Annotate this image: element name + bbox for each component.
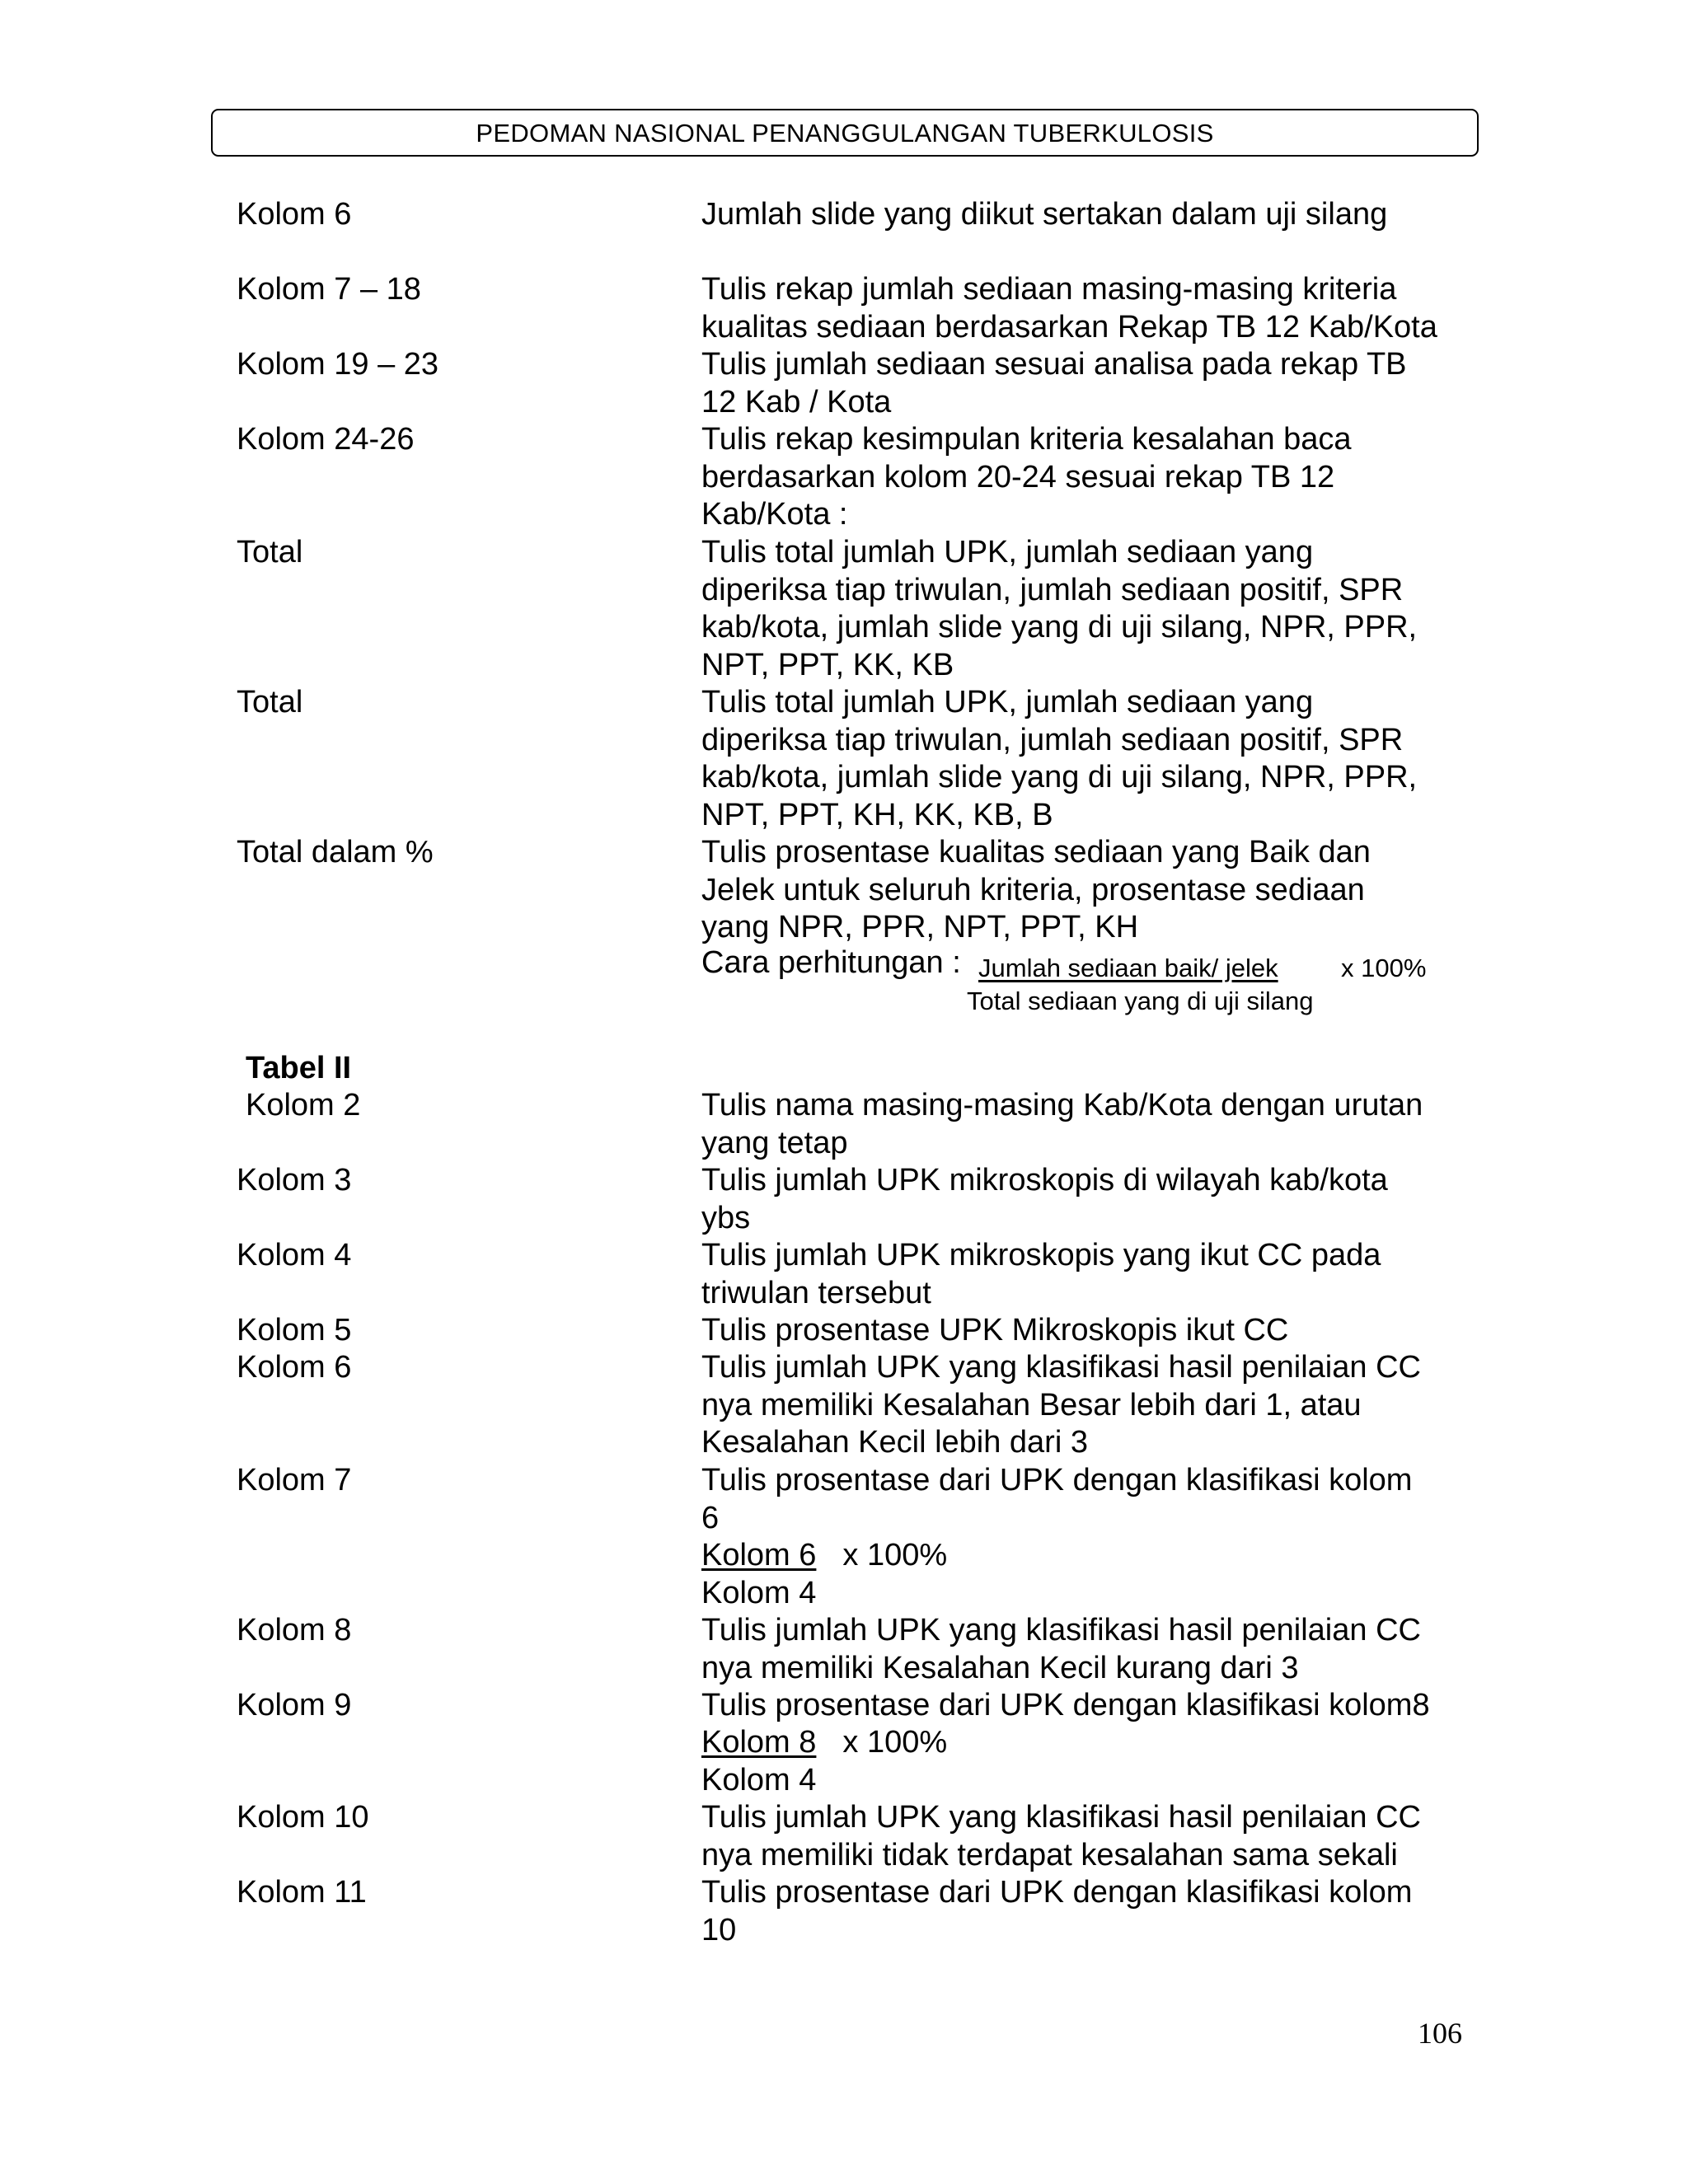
row-label: Kolom 4 — [237, 1238, 352, 1272]
fraction-denominator: Kolom 4 — [701, 1575, 817, 1610]
fraction-kolom7 — [701, 1537, 947, 1612]
row-label: Kolom 19 – 23 — [237, 347, 439, 382]
row-label: Kolom 3 — [237, 1163, 352, 1197]
fraction-denominator: Kolom 4 — [701, 1762, 817, 1797]
row-label: Kolom 10 — [237, 1800, 369, 1835]
formula-denominator: Total sediaan yang di uji silang — [967, 987, 1314, 1015]
row-description: Tulis jumlah UPK mikroskopis yang ikut CC pada triwulan tersebut — [701, 1238, 1381, 1310]
row-label: Kolom 11 — [237, 1875, 367, 1910]
section-title: Tabel II — [246, 1051, 352, 1085]
row-description: Tulis total jumlah UPK, jumlah sediaan yang diperiksa tiap triwulan, jumlah sediaan positif, SPR kab/kota, jumlah slide yang di uji silang, NPR, PPR, NPT, PPT, KK, KB — [701, 535, 1418, 682]
row-label: Total — [237, 535, 303, 569]
row-description: Tulis prosentase dari UPK dengan klasifikasi kolom 10 — [701, 1875, 1413, 1947]
formula-numerator: Jumlah sediaan baik/ jelek — [978, 954, 1278, 982]
row-label: Kolom 2 — [246, 1088, 361, 1122]
fraction-multiplier: x 100% — [842, 1725, 948, 1760]
fraction-numerator: Kolom 8 — [701, 1725, 817, 1760]
row-description: Tulis prosentase kualitas sediaan yang Baik dan Jelek untuk seluruh kriteria, prosentase sediaan yang NPR, PPR, NPT, PPT, KH — [701, 835, 1371, 944]
row-description: Jumlah slide yang diikut sertakan dalam uji silang — [701, 197, 1388, 232]
row-label: Total — [237, 685, 303, 719]
row-label: Kolom 7 — [237, 1463, 352, 1497]
row-label: Kolom 6 — [237, 1350, 352, 1385]
row-description: Tulis total jumlah UPK, jumlah sediaan yang diperiksa tiap triwulan, jumlah sediaan positif, SPR kab/kota, jumlah slide yang di uji silang, NPR, PPR, NPT, PPT, KH, KK, KB, B — [701, 685, 1418, 832]
formula-multiplier: x 100% — [1341, 954, 1427, 982]
formula-prefix: Cara perhitungan : — [701, 945, 961, 980]
row-description: Tulis rekap jumlah sediaan masing-masing kriteria kualitas sediaan berdasarkan Rekap TB 12 Kab/Kota — [701, 272, 1437, 344]
row-description: Tulis rekap kesimpulan kriteria kesalahan baca berdasarkan kolom 20-24 sesuai rekap TB 12 Kab/Kota : — [701, 422, 1352, 532]
page-number: 106 — [1418, 2017, 1462, 2050]
row-label: Kolom 7 – 18 — [237, 272, 421, 307]
row-label: Total dalam % — [237, 835, 434, 869]
row-label: Kolom 24-26 — [237, 422, 415, 457]
row-description: Tulis jumlah UPK yang klasifikasi hasil penilaian CC nya memiliki Kesalahan Besar lebih dari 1, atau Kesalahan Kecil lebih dari 3 — [701, 1350, 1421, 1460]
row-label: Kolom 5 — [237, 1313, 352, 1347]
row-label: Kolom 8 — [237, 1613, 352, 1647]
fraction-numerator: Kolom 6 — [701, 1538, 817, 1572]
row-description: Tulis prosentase dari UPK dengan klasifikasi kolom8 — [701, 1688, 1430, 1722]
row-description: Tulis jumlah UPK mikroskopis di wilayah kab/kota ybs — [701, 1163, 1388, 1235]
row-label: Kolom 9 — [237, 1688, 352, 1722]
fraction-kolom9 — [701, 1724, 947, 1799]
row-description: Tulis prosentase UPK Mikroskopis ikut CC — [701, 1313, 1289, 1347]
row-description: Tulis jumlah UPK yang klasifikasi hasil penilaian CC nya memiliki Kesalahan Kecil kurang dari 3 — [701, 1613, 1421, 1685]
row-description: Tulis nama masing-masing Kab/Kota dengan urutan yang tetap — [701, 1088, 1423, 1160]
row-description: Tulis jumlah sediaan sesuai analisa pada rekap TB 12 Kab / Kota — [701, 347, 1407, 419]
row-description: Tulis jumlah UPK yang klasifikasi hasil penilaian CC nya memiliki tidak terdapat kesalahan sama sekali — [701, 1800, 1421, 1872]
row-description: Tulis prosentase dari UPK dengan klasifikasi kolom 6 — [701, 1463, 1413, 1535]
row-label: Kolom 6 — [237, 197, 352, 232]
formula-total-percent — [701, 944, 1427, 1015]
fraction-multiplier: x 100% — [842, 1538, 948, 1572]
running-header: PEDOMAN NASIONAL PENANGGULANGAN TUBERKULOSIS — [211, 109, 1479, 157]
